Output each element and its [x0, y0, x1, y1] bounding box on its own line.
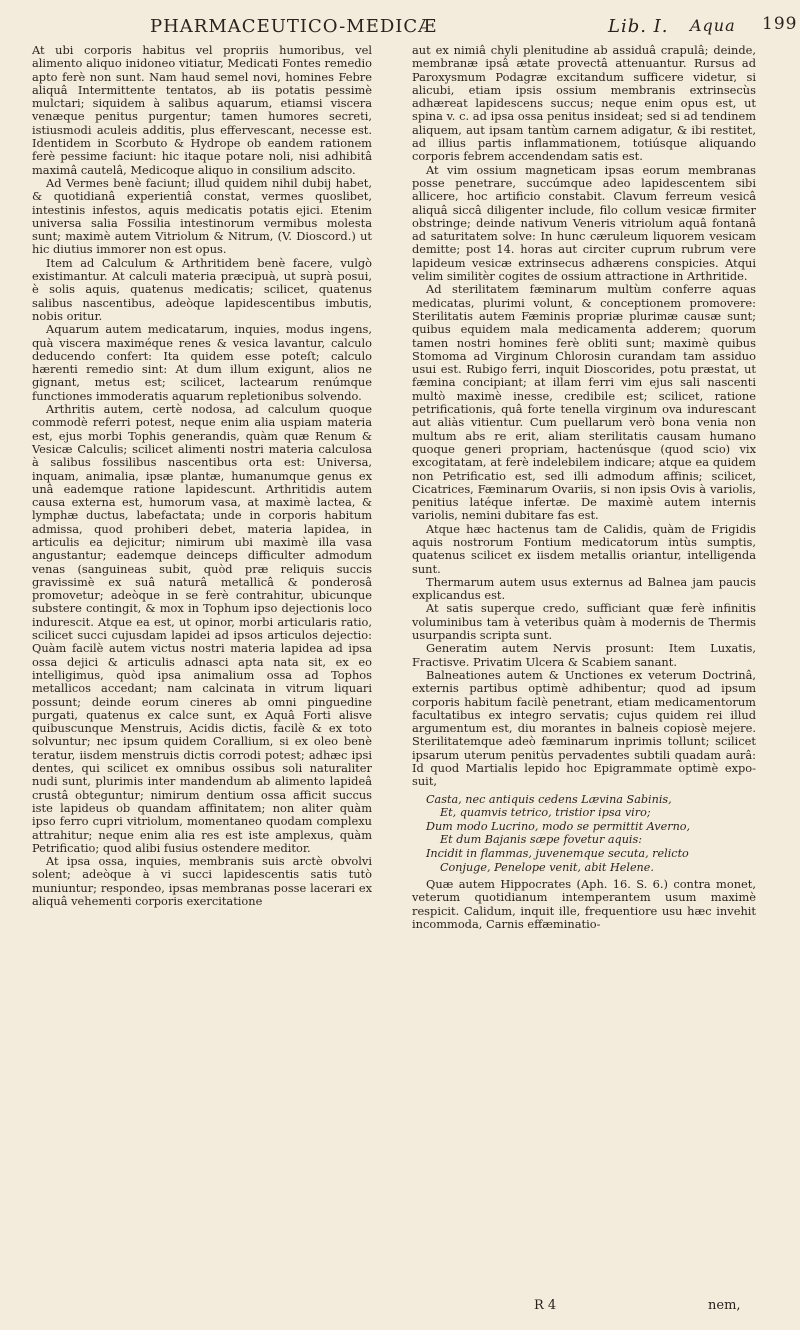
- right-column-paragraph: At vim ossium magneticam ipsas eorum membranas posse penetrare, succúmque adeo lapidescentem sibi allicere, hoc artificio constabit. Clavum ferreum vesicâ aliquâ siccâ diligenter include, filo collum vesicæ firmiter obstringe; deinde nativum Veneris vitriolum aquâ fontanâ ad saturitatem solve: In hunc cæruleum liquorem vesicam demitte; post 14. horas aut circiter cuprum rubrum vere lapideum vesicæ extrinsecus adhærens conspicies. Atqui velim similitèr cogites de ossium attractione in Arthritide.: [412, 162, 756, 284]
- running-title: PHARMACEUTICO-MEDICÆ: [150, 16, 438, 37]
- section-title: Aqua: [690, 16, 736, 35]
- epigram: [426, 793, 756, 875]
- right-column-paragraph: Thermarum autem usus externus ad Balnea jam paucis explicandus est.: [412, 574, 756, 603]
- running-header: [150, 14, 798, 42]
- right-column-paragraph: aut ex nimiâ chyli plenitudine ab assiduâ crapulâ; deinde, membranæ ipsâ ætate provectâ attenuantur. Rursus ad Paroxysmum Podagræ excitandum sufficere videtur, si alicubi, etiam ipsis ossium membranis extrinsecùs adhæreat lapidescens succus; neque enim opus est, ut spina v. c. ad ipsa ossa penitus insideat; sed si ad tendinem aliquem, aut ipsam tantùm carnem adigatur, & ibi restitet, ad illius partis inflammationem, totiúsque aliquando corporis febrem accendendam satis est.: [412, 43, 756, 164]
- left-column-paragraph: Aquarum autem medicatarum, inquies, modus ingens, quà viscera maximéque renes & vesica lavantur, calculo deducendo confert: Ita quidem esse poteſt; calculo hærenti remedio sint: At dum illum exigunt, alios ne gignant, metus est; scilicet, lactearum renúmque functiones immoderatis aquarum repletionibus solvendo.: [32, 322, 372, 403]
- left-column-paragraph: Ad Vermes benè faciunt; illud quidem nihil dubij habet, & quotidianâ experientiâ constat, vermes quoslibet, intestinis infestos, aquis medicatis potatis ejici. Etenim universa salia Fossilia intestinorum vermibus molesta sunt; maximè autem Vitriolum & Nitrum, (V. Dioscord.) ut hic diutius immorer non est opus.: [32, 175, 372, 257]
- left-column-paragraph: Item ad Calculum & Arthritidem benè facere, vulgò existimantur. At calculi materia præcipuà, ut suprà posui, è solis aquis, quatenus medicatis; scilicet, quatenus salibus nascentibus, adeòque lapidescentibus imbutis, nobis oritur.: [32, 255, 372, 323]
- closing-paragraph: Quæ autem Hippocrates (Aph. 16. S. 6.) contra monet, veterum quotidianum intemperantem usum maximè respicit. Calidum, inquit ille, frequentiore usu hæc invehit incommoda, Carnis effæminatio-: [412, 877, 756, 932]
- book-number: Lib. I.: [608, 16, 669, 37]
- right-column-paragraph: Balneationes autem & Unctiones ex veterum Doctrinâ, externis partibus optimè adhibentur; quod ad ipsum corporis habitum facilè penetrant, etiam medicamentorum facultatibus ex integro servatis; cujus quidem rei illud argumentum est, diu morantes in balneis copiosè mejere. Sterilitatemque adeò fæminarum inprimis tollunt; scilicet ipsarum uterum penitùs pervadentes subtili quadam aurâ: Id quod Martialis lepido hoc Epigrammate optimè expo- suit,: [412, 667, 756, 789]
- epigram-line: Et dum Bajanis sæpe fovetur aquis:: [440, 833, 643, 847]
- right-column-paragraph: At satis superque credo, sufficiant quæ ferè infinitis voluminibus tam à veteribus quàm à modernis de Thermis usurpandis scripta sunt.: [412, 601, 756, 643]
- epigram-line: Dum modo Lucrino, modo se permittit Averno,: [426, 819, 691, 833]
- epigram-line: Casta, nec antiquis cedens Lævina Sabinis,: [426, 792, 672, 806]
- epigram-line: Conjuge, Penelope venit, abit Helene.: [440, 860, 654, 874]
- epigram-line: Et, quamvis tetrico, tristior ipsa viro;: [440, 806, 651, 820]
- page-number: 199: [762, 14, 798, 34]
- right-column-paragraph: Generatim autem Nervis prosunt: Item Luxatis, Fractisve. Privatim Ulcera & Scabiem sanant.: [412, 641, 756, 669]
- epigram-line: Incidit in flammas, juvenemque secuta, relicto: [426, 847, 689, 860]
- left-column-paragraph: At ipsa ossa, inquies, membranis suis arctè obvolvi solent; adeòque à vi succi lapidescentis satis tutò muniuntur; respondeo, ipsas membranas posse lacerari ex aliquâ vehementi corporis exercitatione: [32, 854, 372, 908]
- left-column-paragraph: At ubi corporis habitus vel propriis humoribus, vel alimento aliquo inidoneo vitiatur, Medicati Fontes remedio apto ferè non sunt. Nam haud semel novi, homines Febre aliquâ Intermittente tentatos, ab iis potatis pessimè mulctari; siquidem à salibus aquarum, etiamsi viscera venæque penitus purgentur; tamen humores secreti, istiusmodi aculeis additis, plus effervescant, necesse est. Identidem in Scorbuto & Hydrope ob eandem rationem ferè pessime faciunt: hic itaque potare noli, nisi adhibitâ maximâ cautelâ, Medicoque aliquo in consilium adscito.: [32, 43, 372, 177]
- left-column-paragraph: Arthritis autem, certè nodosa, ad calculum quoque commodè referri potest, neque enim alia uspiam materia est, ejus morbi Tophis generandis, quàm quæ Renum & Vesicæ Calculis; scilicet alimenti nostri materia calculosa à salibus fossilibus nascentibus orta est: Universa, inquam, animalia, ipsæ plantæ, humanumque genus ex unâ eademque ratione lapidescunt. Arthritidis autem causa externa est, humorum vasa, at maximè lactea, & lymphæ ductus, labefactata; unde in corporis habitum admissa, quod prohiberi debet, materia lapidea, in articulis ea dejicitur; nimirum ubi maximè illa vasa angustantur; eademque deinceps difficulter admodum venas (sanguineas subit, quòd præ reliquis succis gravissimè ex suâ naturâ metallicâ & ponderosâ promovetur; adeòque in se ferè contrahitur, ubicunque substere contingit, & mox in Tophum ipso dejectionis loco indurescit. Atque ea est, ut opinor, morbi articularis ratio, scilicet succi cujusdam lapidei ad ipsos articulos dejectio: Quàm facilè autem victus nostri materia lapidea ad ipsa ossa dejici & articulis adnasci apta nata sit, ex eo intelligimus, quòd ipsa animalium ossa ad Tophos metallicos accedant; nam calcinata in vitrum liquari possunt; deinde eorum cineres ab omni pinguedine purgati, quatenus ex calce sunt, ex Aquâ Forti alisve quibuscunque Menstruis, Acidis dictis, facilè & ex toto solvuntur; nec ipsum quidem Corallium, si ex oleo benè teratur, iisdem menstruis dictis corrodi potest; adhæc ipsi dentes, qui scilicet ex omnibus ossibus soli naturaliter nudi sunt, plurimis inter mandendum ab alimento lapideâ crustâ obteguntur; nimirum dentium ossa afficit succus iste lapideus ob quandam affinitatem; non aliter quàm ipso ferro cupri vitriolum, momentaneo quodam complexu attrahitur; neque enim alia res est iste amplexus, quàm Petrificatio; quod alibi fusius ostendere meditor.: [32, 402, 372, 855]
- left-column: [32, 44, 372, 908]
- right-column-paragraphs: [412, 44, 756, 789]
- catchword: nem,: [708, 1298, 741, 1313]
- right-column-paragraph: Atque hæc hactenus tam de Calidis, quàm de Frigidis aquis nostrorum Fontium medicatorum intùs sumptis, quatenus scilicet ex iisdem metallis oriantur, intelligenda sunt.: [412, 521, 756, 576]
- signature-mark: R 4: [534, 1298, 557, 1313]
- right-column-paragraph: Ad sterilitatem fæminarum multùm conferre aquas medicatas, plurimi volunt, & conceptionem promovere: Sterilitatis autem Fæminis propriæ plurimæ causæ sunt; quibus equidem mala medicamenta adderem; quorum tamen nostri homines ferè obliti sunt; maximè quibus Stomoma ad Virginum Chlorosin curandam tam assiduo usui est. Rubigo ferri, inquit Dioscorides, potu præstat, ut fæmina concipiant; at illam ferri vim ejus sali nascenti multò maximè inesse, credibile est; scilicet, ratione petrificationis, quâ forte tenella virginum ova indurescant aut aliàs vitientur. Cum puellarum verò bona venia non multum abs re erit, aliam sterilitatis causam humano quoque generi propriam, hactenúsque (quod scio) vix excogitatam, at ferè indelebilem indicare; atque ea quidem non Petrificatio est, sed illi admodum affinis; scilicet, Cicatrices, Fæminarum Ovariis, si non ipsis Ovis à variolis, penitius latéque infertæ. De maximè autem internis variolis, nemini dubitare fas est.: [412, 282, 756, 523]
- right-column: [412, 44, 756, 931]
